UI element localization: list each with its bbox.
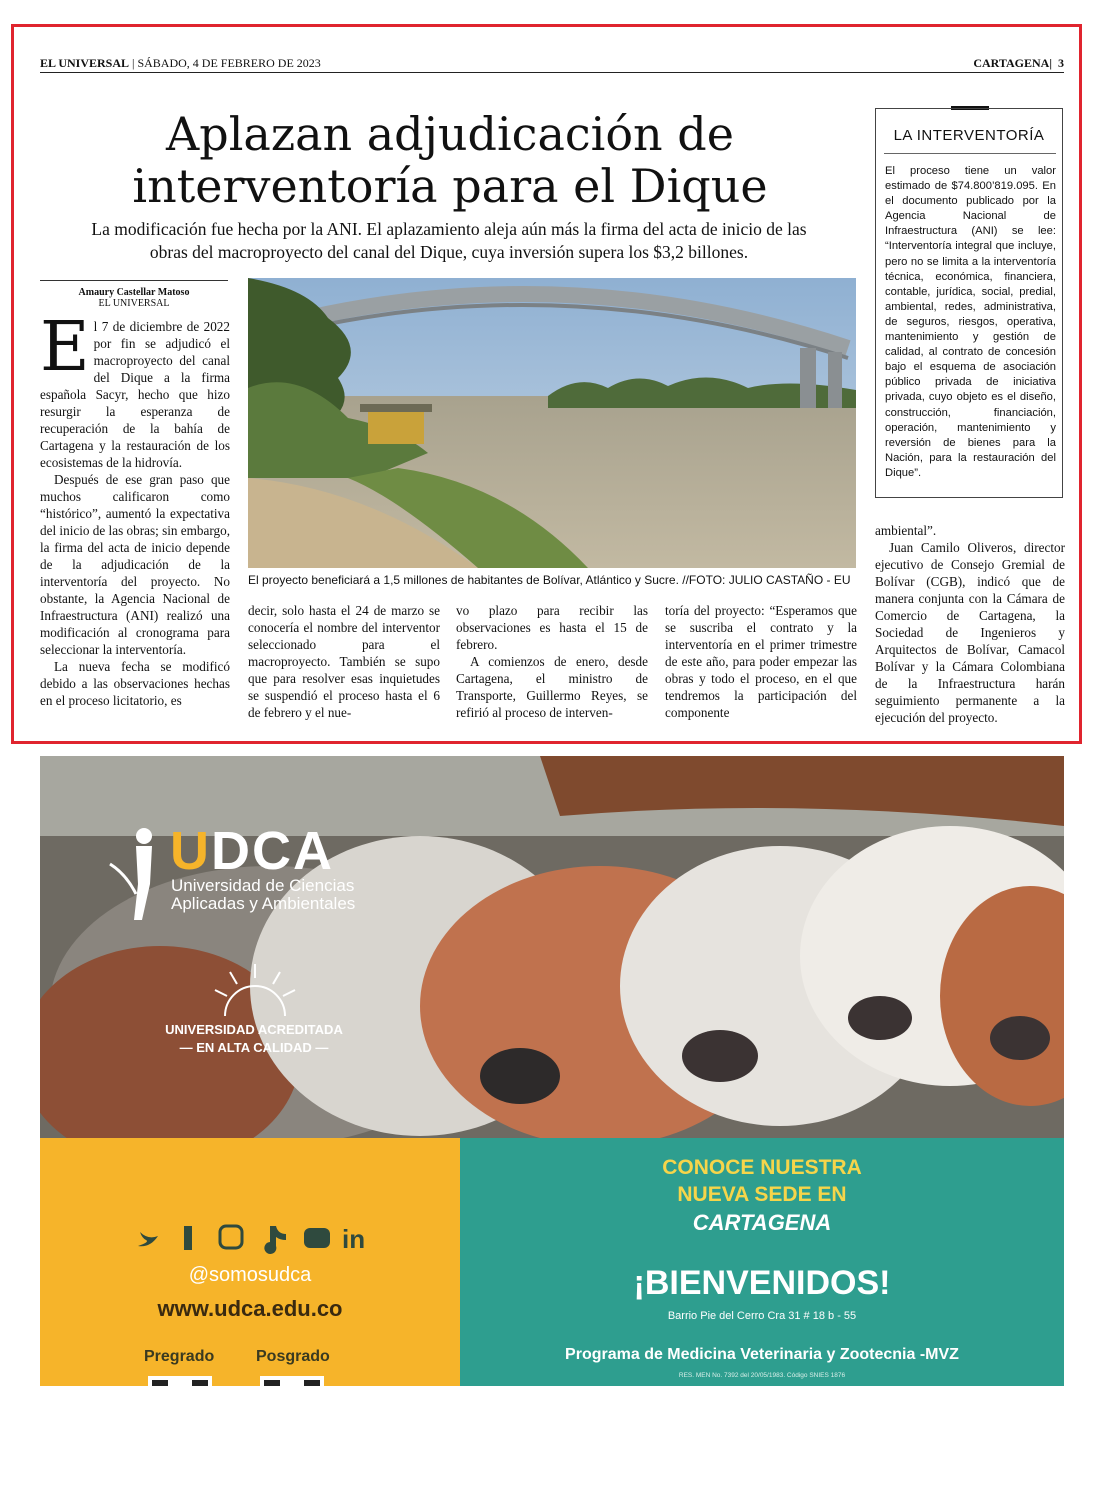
- logo-u: U: [170, 821, 211, 881]
- paragraph: [40, 308, 230, 471]
- paragraph: toría del proyecto: “Esperamos que se suscriba el contrato y la interventoría en el primer trimestre de este año, para poder empezar las obras y todo el proceso, en el que tendremos la participación del componente: [665, 603, 857, 720]
- conoce-line-2: NUEVA SEDE EN: [677, 1183, 847, 1206]
- linkedin-icon: in: [342, 1224, 366, 1254]
- deck-line-2: obras del macroproyecto del canal del Dique, cuya inversión supera los $3,2 billones.: [149, 242, 749, 262]
- udca-advertisement: [40, 756, 1064, 1386]
- issue-date: SÁBADO, 4 DE FEBRERO DE 2023: [137, 56, 321, 70]
- headline-line-1: Aplazan adjudicación de: [166, 107, 734, 161]
- ad-photo-area: [40, 756, 1064, 1138]
- program-name: Programa de Medicina Veterinaria y Zootecnia -MVZ: [565, 1346, 959, 1363]
- drop-cap: E: [40, 308, 90, 387]
- byline-rule: [40, 280, 228, 281]
- paragraph: La nueva fecha se modificó debido a las observaciones hechas en el proceso licitatorio, es: [40, 659, 230, 708]
- conoce-line-3: CARTAGENA: [692, 1210, 832, 1235]
- article-column-4: [665, 602, 857, 721]
- paper-name: EL UNIVERSAL: [40, 56, 130, 70]
- author-outlet: EL UNIVERSAL: [98, 298, 170, 309]
- header-right: CARTAGENA| 3: [973, 56, 1064, 70]
- article-column-1: [40, 308, 230, 709]
- cattle-illustration: [40, 756, 1064, 1138]
- campus-address: Barrio Pie del Cerro Cra 31 # 18 b - 55: [667, 1310, 857, 1322]
- section-name: CARTAGENA: [973, 56, 1050, 70]
- udca-subtitle-2: Aplicadas y Ambientales: [171, 894, 356, 913]
- byline: [40, 287, 228, 309]
- bridge-river-illustration: [248, 278, 856, 568]
- udca-subtitle-1: Universidad de Ciencias: [171, 876, 355, 895]
- headline-line-2: interventoría para el Dique: [132, 159, 768, 213]
- article-column-5: [875, 522, 1065, 726]
- photo-caption: El proyecto beneficiará a 1,5 millones de habitantes de Bolívar, Atlántico y Sucre. //FOTO: JULIO CASTAÑO - EU: [248, 573, 851, 587]
- sidebar-text: El proceso tiene un valor estimado de $74.800’819.095. En el documento publicado por la Agencia Nacional de Infraestructura (ANI) se lee: “Interventoría integral que incluye, pero no se limita a la interventoría técnica, económica, financiera, contable, jurídica, social, predial, ambiental, redes, administrativa, de seguros, riesgos, operativa, mantenimiento y gestión de calidad, al contrato de concesión bajo el esquema de asociación público privada de iniciativa privada, cuyo objeto es el diseño, construcción, financiación, operación, mantenimiento y reversión de bienes para la Nación, para la restauración del Dique”.: [885, 165, 1056, 479]
- paragraph: decir, solo hasta el 24 de marzo se conocería el nombre del interventor seleccionado para el macroproyecto. También se supo que para resolver esas inquietudes se suspendió el proceso hasta el 6 de febrero y el nue-: [248, 603, 440, 720]
- udca-emblem-icon: [106, 824, 166, 924]
- article-photo: [248, 278, 856, 568]
- paragraph: ambiental”.: [875, 523, 937, 538]
- sidebar-title: LA INTERVENTORÍA: [893, 127, 1045, 144]
- paragraph: Juan Camilo Oliveros, director ejecutivo de Consejo Gremial de Bolívar (CGB), indicó que de manera conjunta con la Cámara de Comercio de Cartagena, la Sociedad de Ingenieros y Arquitectos de Bolívar, Camacol Bolívar y la Cámara Colombiana de la Infraestructura harán seguimiento permanente a la ejecución del proyecto.: [875, 540, 1065, 725]
- conoce-line-1: CONOCE NUESTRA: [662, 1156, 862, 1179]
- deck: [54, 218, 844, 264]
- header-left: EL UNIVERSAL | SÁBADO, 4 DE FEBRERO DE 2023: [40, 56, 321, 70]
- social-handle: @somosudca: [188, 1264, 312, 1286]
- deck-line-1: La modificación fue hecha por la ANI. El aplazamiento aleja aún más la firma del acta de inicio de las: [91, 219, 807, 239]
- posgrado-label: Posgrado: [256, 1348, 330, 1365]
- udca-logo: [170, 820, 334, 882]
- sidebar-box: [875, 108, 1063, 498]
- legal-note: RES. MEN No. 7392 del 20/05/1983. Código SNIES 1876: [678, 1372, 846, 1379]
- website-link[interactable]: www.udca.edu.co: [157, 1296, 343, 1321]
- article-column-3: [456, 602, 648, 721]
- welcome-heading: ¡BIENVENIDOS!: [633, 1264, 891, 1302]
- paragraph-text: l 7 de diciembre de 2022 por fin se adjudicó el macroproyecto del canal del Dique a la firma española Sacyr, hecho que hizo resurgir la esperanza de recuperación de la bahía de Cartagena y la restauración de los ecosistemas de la hidrovía.: [40, 319, 230, 470]
- paragraph: vo plazo para recibir las observaciones es hasta el 15 de febrero.: [456, 603, 648, 652]
- page-number: 3: [1058, 56, 1064, 70]
- paragraph: Después de ese gran paso que muchos calificaron como “histórico”, aumentó la expectativa del inicio de las obras; sin embargo, la firma del acta de inicio depende de la adjudicación de la interventoría del proyecto. No obstante, la Agencia Nacional de Infraestructura (ANI) realizó una modificación al cronograma para seleccionar la interventoría.: [40, 472, 230, 657]
- sunrise-icon: [210, 962, 300, 1018]
- author-name: Amaury Castellar Matoso: [78, 287, 190, 298]
- page-header: [40, 54, 1064, 73]
- sidebar-rule: [884, 153, 1056, 154]
- accreditation-line-2: — EN ALTA CALIDAD —: [179, 1040, 329, 1055]
- accreditation-line-1: UNIVERSIDAD ACREDITADA: [165, 1022, 343, 1037]
- logo-rest: DCA: [211, 821, 334, 881]
- paragraph: A comienzos de enero, desde Cartagena, el ministro de Transporte, Guillermo Reyes, se refirió al proceso de interven-: [456, 654, 648, 720]
- ad-campus-text: [40, 1138, 1064, 1386]
- headline: [60, 108, 840, 212]
- article-column-2: [248, 602, 440, 721]
- pregrado-label: Pregrado: [144, 1348, 215, 1365]
